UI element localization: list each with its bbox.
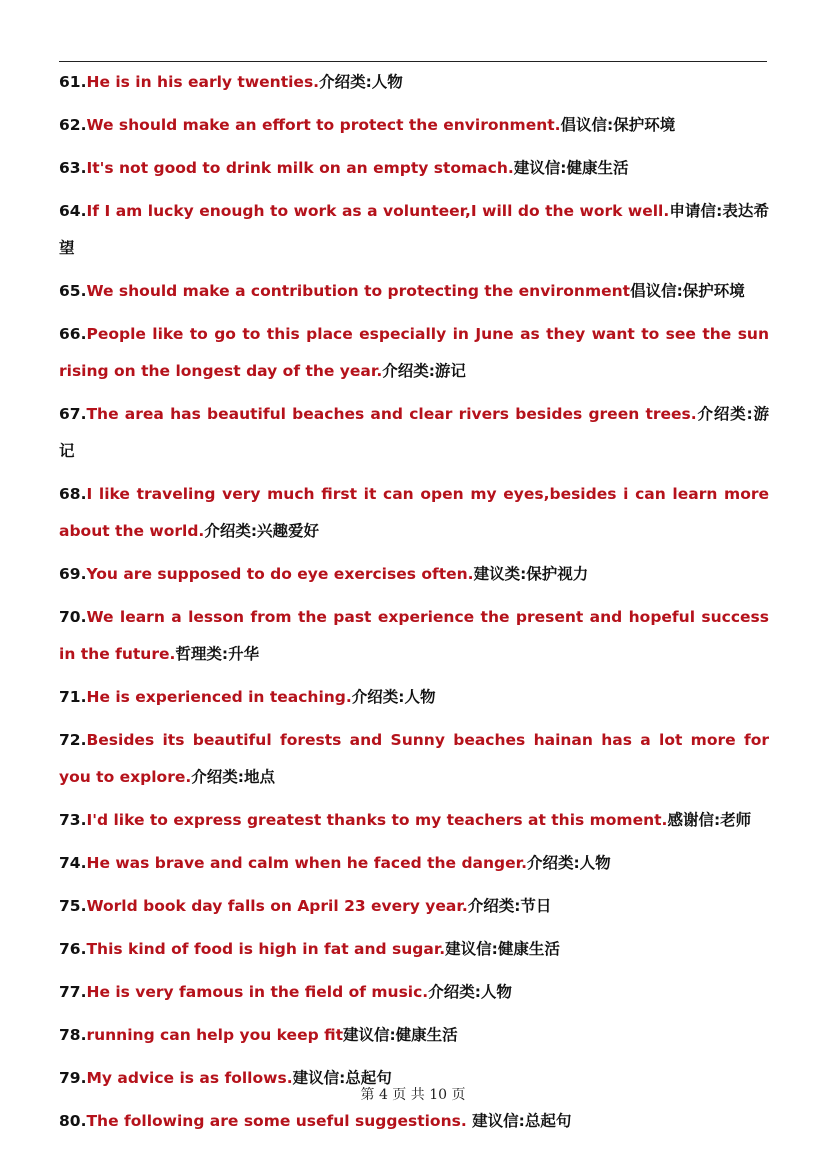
list-item xyxy=(59,64,769,101)
item-number: 66. xyxy=(59,325,87,343)
item-number: 68. xyxy=(59,485,87,503)
item-number: 78. xyxy=(59,1026,87,1044)
item-number: 61. xyxy=(59,73,87,91)
list-item xyxy=(59,396,769,470)
category-label: 倡议信:保护环境 xyxy=(560,116,676,134)
list-item xyxy=(59,888,769,925)
english-sentence: I'd like to express greatest thanks to my teachers at this moment. xyxy=(86,811,668,829)
english-sentence: running can help you keep fit xyxy=(86,1026,343,1044)
category-label: 介绍类:人物 xyxy=(319,73,403,91)
item-number: 72. xyxy=(59,731,87,749)
item-number: 74. xyxy=(59,854,87,872)
category-label: 介绍类:人物 xyxy=(351,688,436,706)
list-item xyxy=(59,722,769,796)
category-label: 建议信:健康生活 xyxy=(513,159,629,177)
category-label: 建议类:保护视力 xyxy=(473,565,589,583)
item-number: 79. xyxy=(59,1069,87,1087)
english-sentence: The area has beautiful beaches and clear rivers besides green trees. xyxy=(86,405,697,423)
list-item xyxy=(59,476,769,550)
list-item xyxy=(59,599,769,673)
item-number: 62. xyxy=(59,116,87,134)
category-label: 介绍类:人物 xyxy=(428,983,512,1001)
item-number: 65. xyxy=(59,282,87,300)
english-sentence: You are supposed to do eye exercises often. xyxy=(86,565,474,583)
category-label: 哲理类:升华 xyxy=(175,645,260,663)
list-item xyxy=(59,556,769,593)
page-footer: 第 4 页 共 10 页 xyxy=(360,1087,466,1103)
item-number: 71. xyxy=(59,688,87,706)
list-item xyxy=(59,150,769,187)
list-item xyxy=(59,1017,769,1054)
category-label: 申请信:表达希望 xyxy=(59,202,769,257)
top-divider xyxy=(59,61,767,62)
english-sentence: This kind of food is high in fat and sugar. xyxy=(86,940,446,958)
english-sentence: I like traveling very much first it can open my eyes,besides i can learn more about the world. xyxy=(59,485,769,540)
list-item xyxy=(59,679,769,716)
list-item xyxy=(59,974,769,1011)
list-item xyxy=(59,802,769,839)
list-item xyxy=(59,316,769,390)
item-number: 64. xyxy=(59,202,87,220)
item-number: 75. xyxy=(59,897,87,915)
category-label: 介绍类:游记 xyxy=(382,362,466,380)
english-sentence: My advice is as follows. xyxy=(86,1069,293,1087)
english-sentence: We learn a lesson from the past experience the present and hopeful success in the future. xyxy=(59,608,769,663)
english-sentence: People like to go to this place especially in June as they want to see the sun rising on the longest day of the year. xyxy=(59,325,769,380)
english-sentence: He was brave and calm when he faced the danger. xyxy=(86,854,527,872)
english-sentence: It's not good to drink milk on an empty stomach. xyxy=(86,159,514,177)
item-number: 76. xyxy=(59,940,87,958)
item-number: 77. xyxy=(59,983,87,1001)
category-label: 建议信:健康生活 xyxy=(342,1026,458,1044)
category-label: 建议信:总起句 xyxy=(466,1112,572,1130)
item-number: 80. xyxy=(59,1112,87,1130)
english-sentence: We should make an effort to protect the environment. xyxy=(86,116,561,134)
english-sentence: He is experienced in teaching. xyxy=(86,688,352,706)
english-sentence: We should make a contribution to protecting the environment xyxy=(86,282,631,300)
category-label: 建议信:总起句 xyxy=(292,1069,392,1087)
category-label: 介绍类:游记 xyxy=(59,405,769,460)
category-label: 介绍类:兴趣爱好 xyxy=(204,522,320,540)
list-item xyxy=(59,107,769,144)
category-label: 介绍类:人物 xyxy=(526,854,611,872)
list-item xyxy=(59,845,769,882)
item-number: 73. xyxy=(59,811,87,829)
category-label: 倡议信:保护环境 xyxy=(630,282,745,300)
item-number: 70. xyxy=(59,608,87,626)
english-sentence: He is in his early twenties. xyxy=(86,73,320,91)
english-sentence: World book day falls on April 23 every year. xyxy=(86,897,468,915)
category-label: 感谢信:老师 xyxy=(667,811,752,829)
category-label: 介绍类:地点 xyxy=(191,768,275,786)
english-sentence: He is very famous in the field of music. xyxy=(86,983,429,1001)
list-item xyxy=(59,273,769,310)
category-label: 建议信:健康生活 xyxy=(445,940,560,958)
item-number: 63. xyxy=(59,159,87,177)
item-number: 67. xyxy=(59,405,87,423)
list-item xyxy=(59,931,769,968)
english-sentence: The following are some useful suggestions. xyxy=(86,1112,467,1130)
english-sentence: If I am lucky enough to work as a volunteer,I will do the work well. xyxy=(86,202,670,220)
entry-list xyxy=(59,64,769,1146)
category-label: 介绍类:节日 xyxy=(467,897,552,915)
list-item xyxy=(59,193,769,267)
english-sentence: Besides its beautiful forests and Sunny beaches hainan has a lot more for you to explore. xyxy=(59,731,769,786)
item-number: 69. xyxy=(59,565,87,583)
list-item xyxy=(59,1103,769,1140)
